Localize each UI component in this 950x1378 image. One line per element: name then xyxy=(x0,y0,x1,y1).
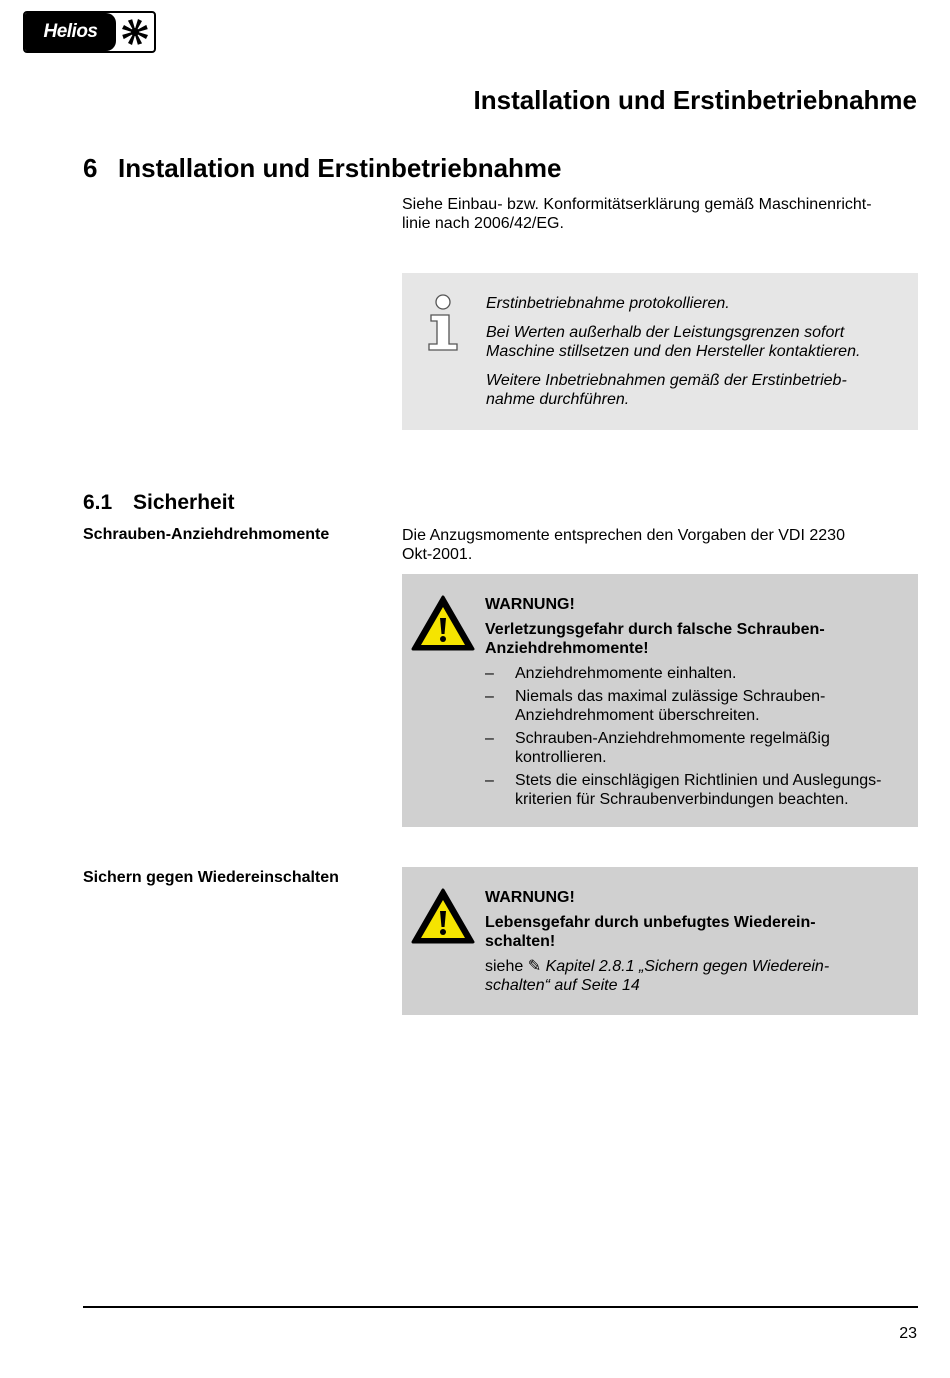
subsection-number: 6.1 xyxy=(83,491,113,514)
warning-label: WARNUNG! xyxy=(485,889,575,906)
warning-title-line: Lebensgefahr durch unbefugtes Wiederein- xyxy=(485,914,816,931)
list-item-line: kriterien für Schraubenverbindungen beachten. xyxy=(515,791,849,808)
reference-line: schalten“ auf Seite 14 xyxy=(485,977,640,994)
logo-brand-text: Helios xyxy=(25,13,116,51)
warning-title-line: Verletzungsgefahr durch falsche Schrauben- xyxy=(485,621,825,638)
info-line: nahme durchführen. xyxy=(486,391,630,408)
section-heading xyxy=(83,153,562,184)
warning-triangle-icon xyxy=(410,887,476,945)
info-line: Erstinbetriebnahme protokollieren. xyxy=(486,295,730,312)
reference-lead: siehe xyxy=(485,958,524,975)
info-paragraph xyxy=(486,371,906,409)
fan-icon xyxy=(116,13,154,51)
footer-divider xyxy=(83,1306,918,1308)
warning-label: WARNUNG! xyxy=(485,596,575,613)
torque-line: Okt-2001. xyxy=(402,546,473,563)
helios-logo xyxy=(23,11,156,53)
torque-line: Die Anzugsmomente entsprechen den Vorgaben der VDI 2230 xyxy=(402,527,845,544)
list-dash: – xyxy=(485,665,494,682)
info-text xyxy=(486,294,906,419)
warning-title xyxy=(485,620,910,658)
section-title: Installation und Erstinbetriebnahme xyxy=(118,153,562,183)
section-intro xyxy=(402,195,917,233)
info-line: Weitere Inbetriebnahmen gemäß der Erstinbetrieb- xyxy=(486,372,847,389)
info-paragraph xyxy=(486,294,906,313)
list-item-line: Niemals das maximal zulässige Schrauben- xyxy=(515,688,826,705)
side-heading-restart: Sichern gegen Wiedereinschalten xyxy=(83,869,339,886)
warning-list xyxy=(485,664,910,809)
running-header-title: Installation und Erstinbetriebnahme xyxy=(473,85,917,115)
warning-title xyxy=(485,913,910,951)
chapter-reference xyxy=(485,957,910,995)
subsection-heading xyxy=(83,491,235,515)
list-dash: – xyxy=(485,772,494,789)
info-line: Maschine stillsetzen und den Hersteller kontaktieren. xyxy=(486,343,861,360)
list-item-line: kontrollieren. xyxy=(515,749,607,766)
list-item-line: Stets die einschlägigen Richtlinien und Auslegungs- xyxy=(515,772,882,789)
list-item xyxy=(485,687,910,725)
warning-content-torque xyxy=(485,595,910,813)
info-line: Bei Werten außerhalb der Leistungsgrenzen sofort xyxy=(486,324,845,341)
info-paragraph xyxy=(486,323,906,361)
warning-title-line: schalten! xyxy=(485,933,556,950)
intro-line: Siehe Einbau- bzw. Konformitätserklärung gemäß Maschinenricht- xyxy=(402,196,872,213)
intro-line: linie nach 2006/42/EG. xyxy=(402,215,564,232)
list-item-line: Schrauben-Anziehdrehmomente regelmäßig xyxy=(515,730,830,747)
warning-content-restart xyxy=(485,888,910,995)
list-item xyxy=(485,771,910,809)
subsection-title: Sicherheit xyxy=(133,491,235,514)
info-icon xyxy=(426,293,462,353)
list-item-line: Anziehdrehmoment überschreiten. xyxy=(515,707,760,724)
warning-title-line: Anziehdrehmomente! xyxy=(485,640,649,657)
list-item xyxy=(485,664,910,683)
page-number: 23 xyxy=(899,1325,917,1342)
reference-arrow-icon: ✎ xyxy=(527,958,542,975)
section-number: 6 xyxy=(83,153,98,183)
torque-text xyxy=(402,526,917,564)
list-item xyxy=(485,729,910,767)
warning-triangle-icon xyxy=(410,594,476,652)
list-dash: – xyxy=(485,688,494,705)
side-heading-torque: Schrauben-Anziehdrehmomente xyxy=(83,526,330,543)
reference-line: Kapitel 2.8.1 „Sichern gegen Wiederein- xyxy=(545,958,830,975)
list-dash: – xyxy=(485,730,494,747)
list-item-line: Anziehdrehmomente einhalten. xyxy=(515,665,737,682)
